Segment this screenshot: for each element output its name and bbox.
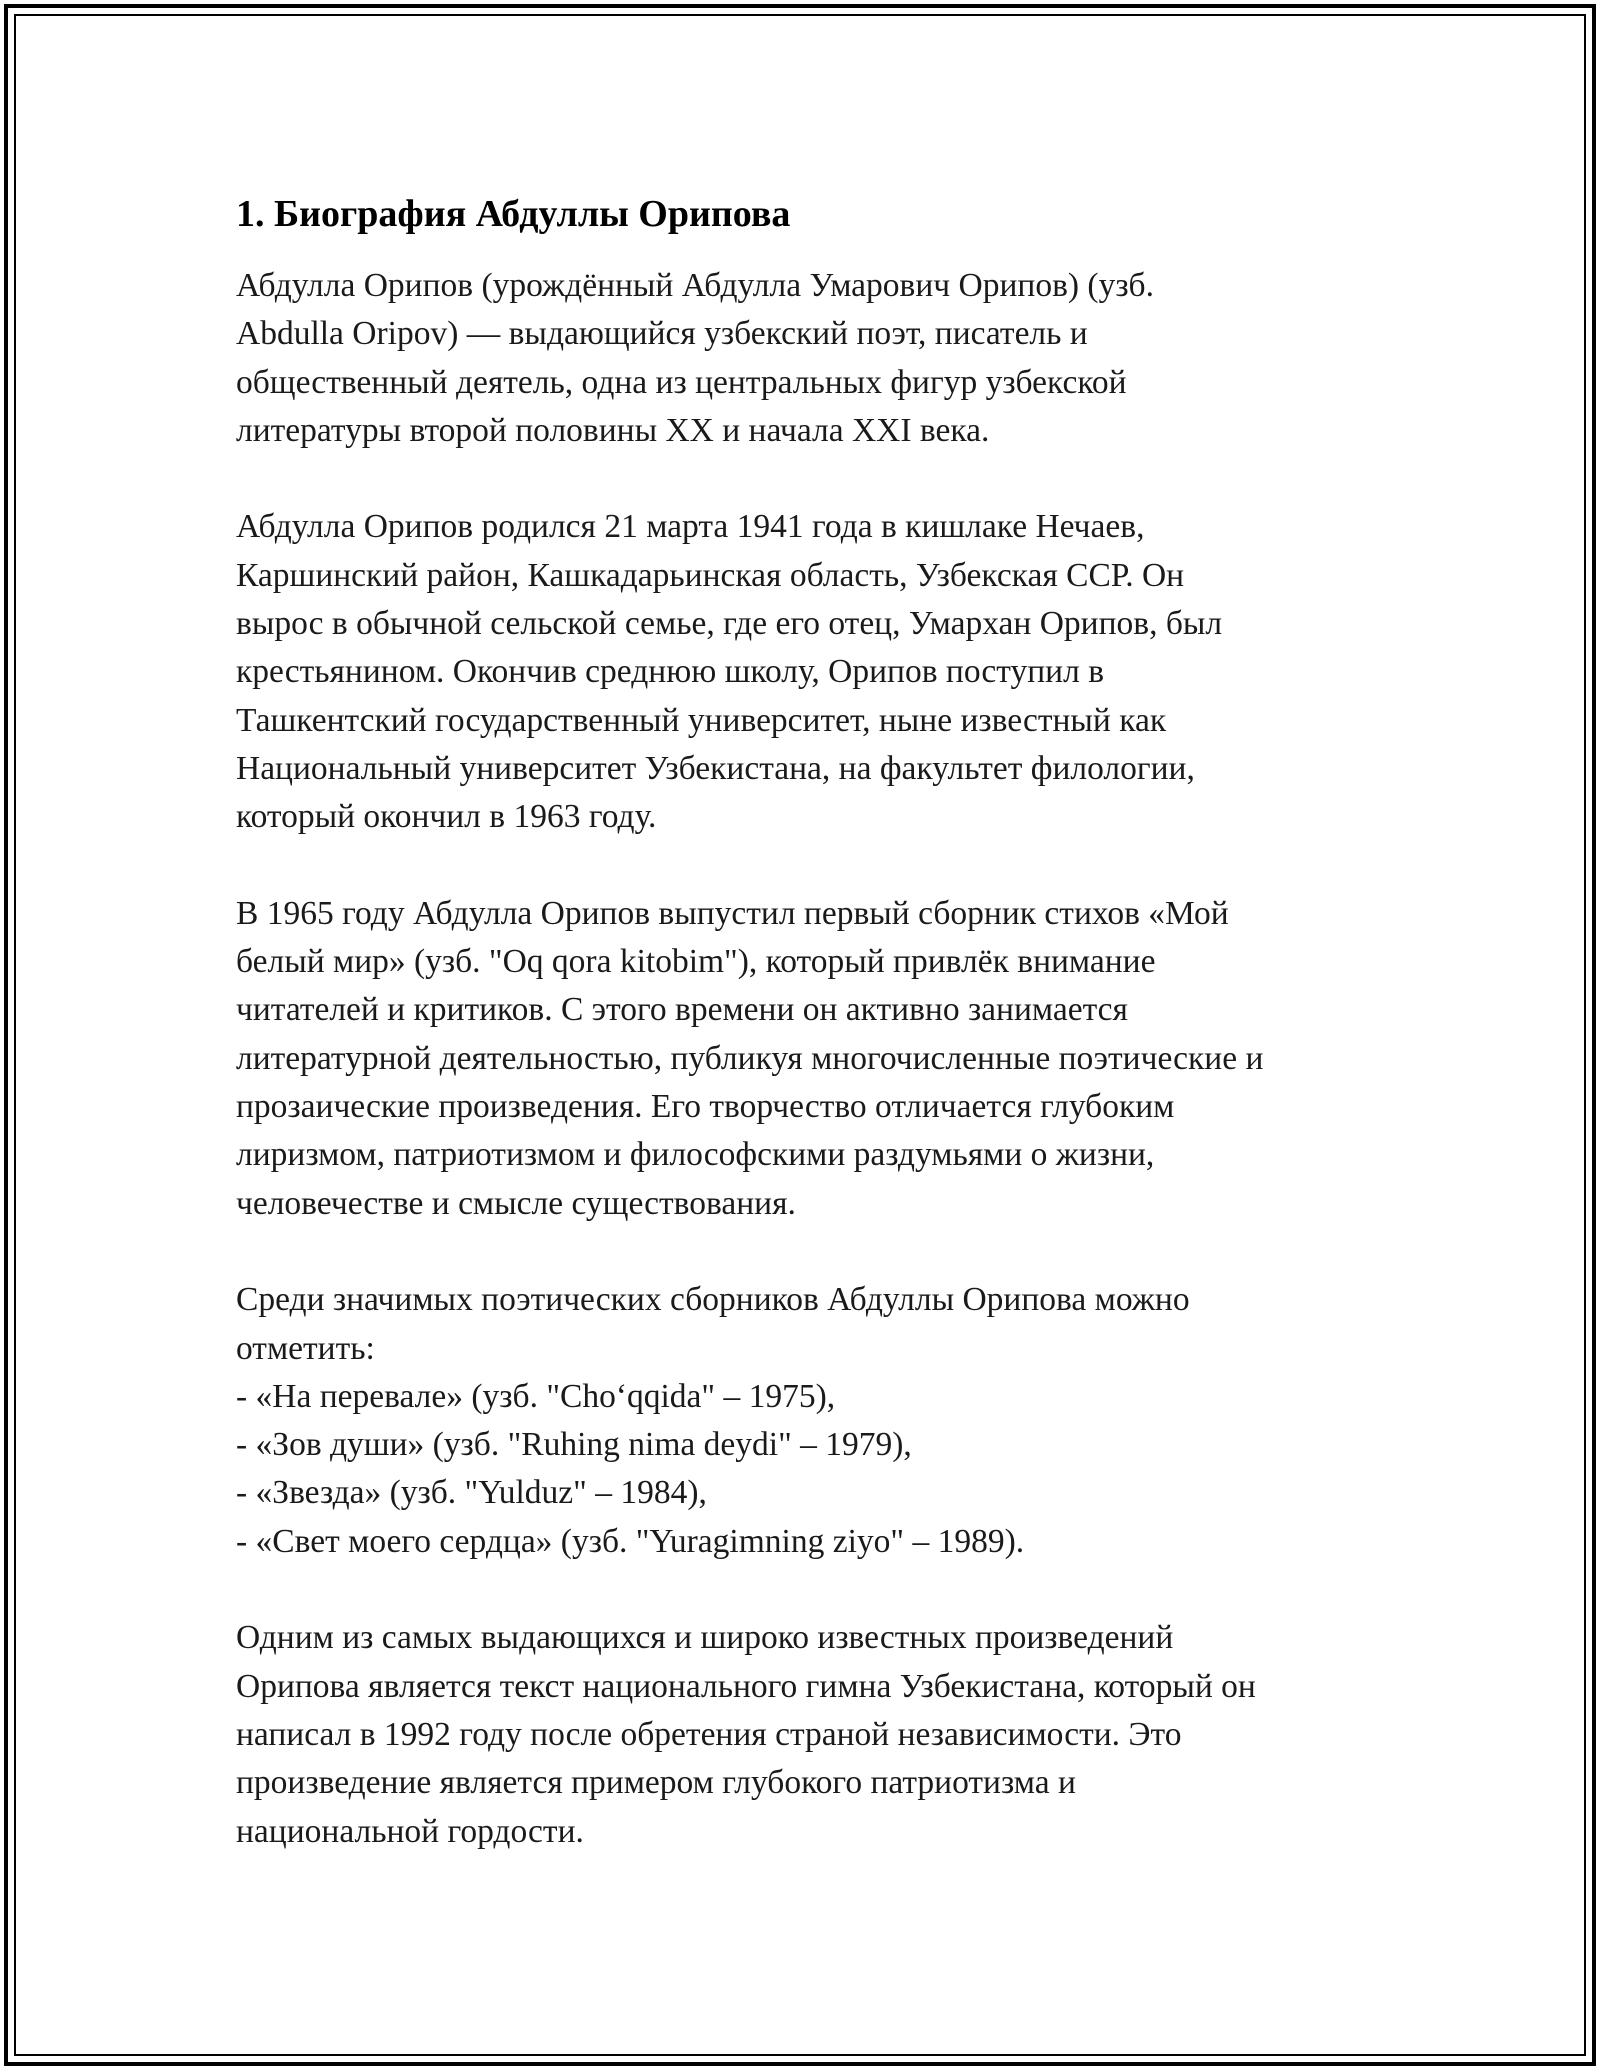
list-item: - «На перевале» (узб. "Cho‘qqida" – 1975), — [236, 1377, 836, 1415]
text-line: В 1965 году Абдулла Орипов выпустил первый сборник стихов «Мой — [236, 894, 1229, 932]
text-line: крестьянином. Окончив среднюю школу, Орипов поступил в — [236, 653, 1105, 691]
text-line: произведение является примером глубокого патриотизма и — [236, 1764, 1076, 1802]
text-line: вырос в обычной сельской семье, где его отец, Умархан Орипов, был — [236, 605, 1223, 643]
list-item: - «Звезда» (узб. "Yulduz" – 1984), — [236, 1474, 707, 1512]
paragraph-early-life — [236, 503, 1376, 841]
text-line: Каршинский район, Кашкадарьинская область, Узбекская ССР. Он — [236, 556, 1185, 594]
list-item: - «Зов души» (узб. "Ruhing nima deydi" – 1979), — [236, 1426, 912, 1464]
text-line: лиризмом, патриотизмом и философскими раздумьями о жизни, — [236, 1136, 1155, 1174]
text-line: Национальный университет Узбекистана, на факультет филологии, — [236, 749, 1195, 787]
list-intro-line: отметить: — [236, 1329, 375, 1367]
text-line: общественный деятель, одна из центральных фигур узбекской — [236, 363, 1127, 401]
document-body — [236, 184, 1376, 1904]
text-line: читателей и критиков. С этого времени он активно занимается — [236, 991, 1128, 1029]
list-item: - «Свет моего сердца» (узб. "Yuragimning ziyo" – 1989). — [236, 1522, 1025, 1560]
paragraph-career — [236, 890, 1376, 1228]
text-line: который окончил в 1963 году. — [236, 798, 657, 836]
text-line: литературной деятельностью, публикуя многочисленные поэтические и — [236, 1039, 1264, 1077]
text-line: прозаические произведения. Его творчество отличается глубоким — [236, 1088, 1175, 1126]
text-line: Орипова является текст национального гимна Узбекистана, который он — [236, 1667, 1256, 1705]
text-line: написал в 1992 году после обретения страной независимости. Это — [236, 1715, 1182, 1753]
text-line: Ташкентский государственный университет, ныне известный как — [236, 701, 1167, 739]
text-line: белый мир» (узб. "Oq qora kitobim"), который привлёк внимание — [236, 943, 1156, 981]
paragraph-anthem — [236, 1614, 1376, 1855]
text-line: Одним из самых выдающихся и широко известных произведений — [236, 1619, 1174, 1657]
text-line: литературы второй половины XX и начала XXI века. — [236, 411, 990, 449]
list-intro-line: Среди значимых поэтических сборников Абдуллы Орипова можно — [236, 1281, 1190, 1319]
text-line: Абдулла Орипов (урождённый Абдулла Умарович Орипов) (узб. — [236, 267, 1154, 304]
paragraph-intro — [236, 262, 1376, 455]
text-line: Abdulla Oripov) — выдающийся узбекский поэт, писатель и — [236, 315, 1088, 353]
collections-list — [236, 1276, 1376, 1566]
text-line: национальной гордости. — [236, 1812, 584, 1850]
page-title: 1. Биография Абдуллы Орипова — [236, 193, 791, 235]
text-line: Абдулла Орипов родился 21 марта 1941 года в кишлаке Нечаев, — [236, 508, 1145, 546]
text-line: человечестве и смысле существования. — [236, 1184, 796, 1222]
